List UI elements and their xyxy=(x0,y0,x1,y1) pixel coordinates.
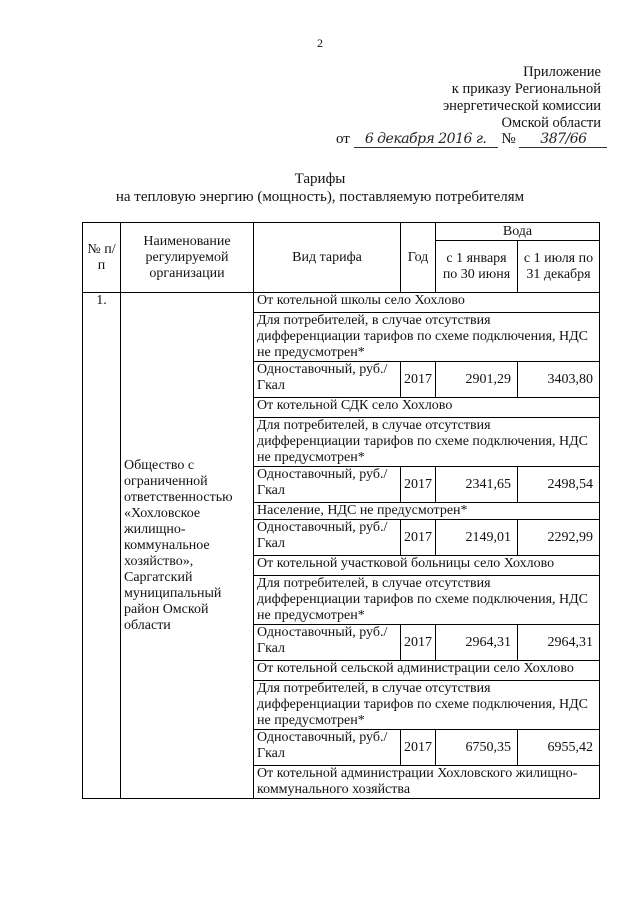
tariff-value-h1: 2341,65 xyxy=(436,467,518,503)
tariff-table xyxy=(82,222,600,799)
appendix-line-2: к приказу Региональной xyxy=(451,81,601,97)
heat-source-cell: От котельной сельской администрации село Хохлово xyxy=(254,661,600,681)
handwritten-date: 6 декабря 2016 г. xyxy=(354,131,498,148)
tariff-value-h2: 2498,54 xyxy=(518,467,600,503)
row-number-cell: 1. xyxy=(83,293,121,799)
header-year: Год xyxy=(401,223,436,293)
tariff-type-cell: Одноставочный, руб./Гкал xyxy=(254,467,401,503)
tariff-value-h2: 3403,80 xyxy=(518,362,600,398)
source-row xyxy=(83,293,600,313)
year-cell: 2017 xyxy=(401,730,436,766)
appendix-line-4: Омской области xyxy=(501,115,601,131)
document-title xyxy=(0,170,640,206)
tariff-value-h2: 2292,99 xyxy=(518,520,600,556)
page-number: 2 xyxy=(317,36,323,50)
tariff-value-h1: 2149,01 xyxy=(436,520,518,556)
heat-source-cell: От котельной СДК село Хохлово xyxy=(254,398,600,418)
appendix-line-3: энергетической комиссии xyxy=(442,98,601,114)
header-tariff-type: Вид тарифа xyxy=(254,223,401,293)
table-header-row xyxy=(83,223,600,241)
tariff-value-h1: 2964,31 xyxy=(436,625,518,661)
header-period-2: с 1 июля по 31 декабря xyxy=(518,241,600,293)
number-label: № xyxy=(501,131,516,147)
tariff-type-cell: Одноставочный, руб./Гкал xyxy=(254,625,401,661)
tariff-value-h2: 6955,42 xyxy=(518,730,600,766)
tariff-type-cell: Одноставочный, руб./Гкал xyxy=(254,520,401,556)
tariff-value-h1: 2901,29 xyxy=(436,362,518,398)
year-cell: 2017 xyxy=(401,520,436,556)
year-cell: 2017 xyxy=(401,625,436,661)
header-period-1: с 1 января по 30 июня xyxy=(436,241,518,293)
tariff-value-h1: 6750,35 xyxy=(436,730,518,766)
title-line-2: на тепловую энергию (мощность), поставляемую потребителям xyxy=(115,189,525,205)
heat-source-cell: От котельной администрации Хохловского жилищно-коммунального хозяйства xyxy=(254,766,600,799)
tariff-value-h2: 2964,31 xyxy=(518,625,600,661)
tariff-type-cell: Одноставочный, руб./Гкал xyxy=(254,730,401,766)
heat-source-cell: От котельной участковой больницы село Хохлово xyxy=(254,556,600,576)
heat-source-cell: От котельной школы село Хохлово xyxy=(254,293,600,313)
order-reference xyxy=(336,131,607,148)
consumer-category-cell: Для потребителей, в случае отсутствия дифференциации тарифов по схеме подключения, НДС не предусмотрен* xyxy=(254,681,600,730)
appendix-line-1: Приложение xyxy=(523,64,601,80)
header-water: Вода xyxy=(436,223,600,241)
handwritten-order-number: 387/66 xyxy=(519,131,607,148)
consumer-category-cell: Для потребителей, в случае отсутствия дифференциации тарифов по схеме подключения, НДС не предусмотрен* xyxy=(254,418,600,467)
appendix-block xyxy=(443,64,601,132)
tariff-type-cell: Одноставочный, руб./Гкал xyxy=(254,362,401,398)
year-cell: 2017 xyxy=(401,362,436,398)
organization-cell: Общество с ограниченной ответственностью «Хохловское жилищно-коммунальное хозяйство», Саргатский муниципальный район Омской области xyxy=(121,293,254,799)
header-organization: Наименование регулируемой организации xyxy=(121,223,254,293)
consumer-category-cell: Население, НДС не предусмотрен* xyxy=(254,503,600,520)
title-line-1: Тарифы xyxy=(294,171,346,187)
header-num: № п/п xyxy=(83,223,121,293)
from-label: от xyxy=(336,131,350,147)
consumer-category-cell: Для потребителей, в случае отсутствия дифференциации тарифов по схеме подключения, НДС не предусмотрен* xyxy=(254,313,600,362)
year-cell: 2017 xyxy=(401,467,436,503)
consumer-category-cell: Для потребителей, в случае отсутствия дифференциации тарифов по схеме подключения, НДС не предусмотрен* xyxy=(254,576,600,625)
